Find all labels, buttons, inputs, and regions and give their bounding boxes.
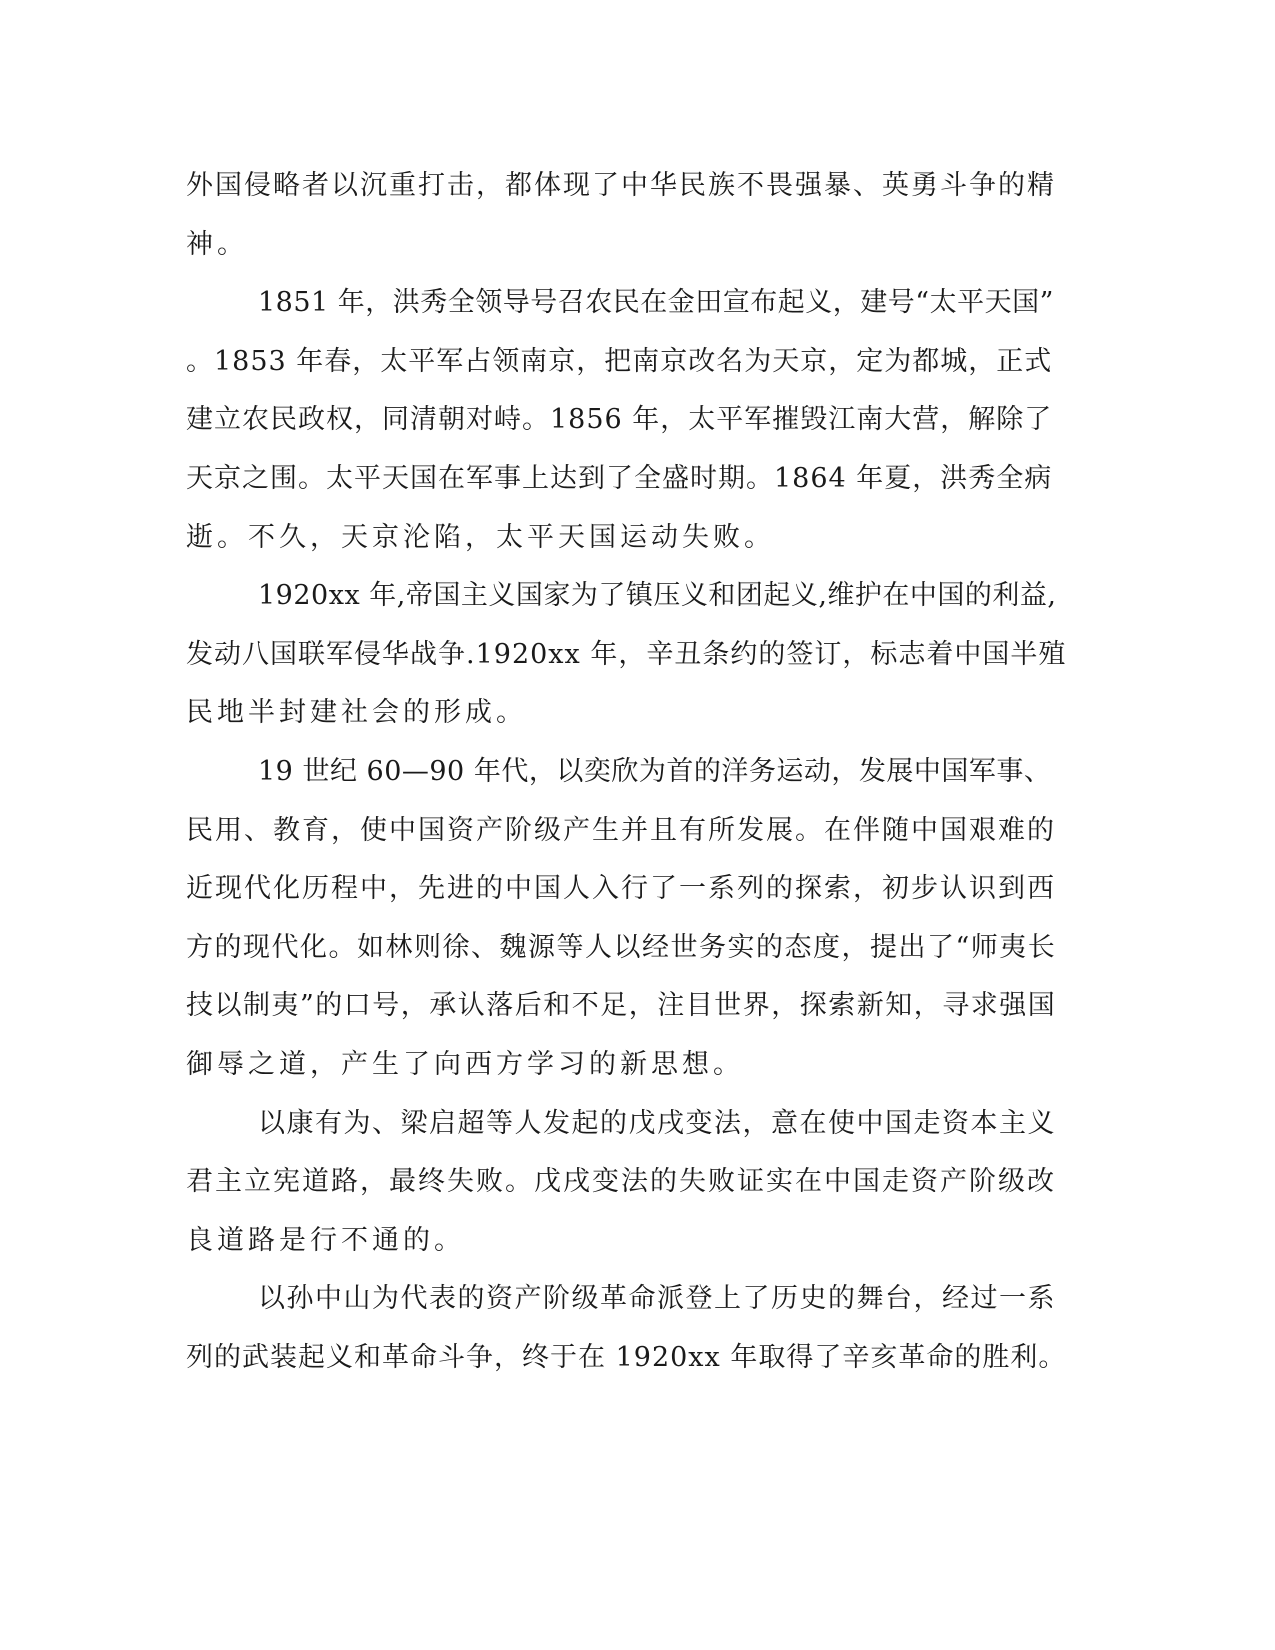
text-line: 近现代化历程中，先进的中国人入行了一系列的探索，初步认识到西 (186, 873, 1056, 905)
paragraph-first-line: 以康有为、梁启超等人发起的戊戌变法，意在使中国走资本主义 (258, 1107, 1056, 1139)
text-line: 列的武装起义和革命斗争，终于在 1920xx 年取得了辛亥革命的胜利。 (186, 1341, 1067, 1373)
text-line: 。1853 年春，太平军占领南京，把南京改名为天京，定为都城，正式 (186, 345, 1053, 377)
text-line: 方的现代化。如林则徐、魏源等人以经世务实的态度，提出了“师夷长 (186, 931, 1057, 963)
text-line: 建立农民政权，同清朝对峙。1856 年，太平军摧毁江南大营，解除了 (186, 404, 1053, 436)
text-line: 良道路是行不通的。 (186, 1224, 465, 1256)
text-line: 民地半封建社会的形成。 (186, 697, 527, 729)
text-line: 民用、教育，使中国资产阶级产生并且有所发展。在伴随中国艰难的 (186, 814, 1056, 846)
text-line: 君主立宪道路，最终失败。戊戌变法的失败证实在中国走资产阶级改 (186, 1166, 1056, 1198)
text-line: 逝。不久，天京沦陷，太平天国运动失败。 (186, 521, 775, 553)
text-line: 技以制夷”的口号，承认落后和不足，注目世界，探索新知，寻求强国 (186, 990, 1057, 1022)
paragraph-first-line: 19 世纪 60—90 年代，以奕欣为首的洋务运动，发展中国军事、 (258, 755, 1052, 787)
text-line: 发动八国联军侵华战争.1920xx 年，辛丑条约的签订，标志着中国半殖 (186, 638, 1067, 670)
text-line: 神。 (186, 228, 248, 260)
paragraph-first-line: 1851 年，洪秀全领导号召农民在金田宣布起义，建号“太平天国” (258, 287, 1054, 319)
paragraph-first-line: 1920xx 年,帝国主义国家为了镇压义和团起义,维护在中国的利益, (258, 580, 1057, 612)
text-line: 外国侵略者以沉重打击，都体现了中华民族不畏强暴、英勇斗争的精 (186, 170, 1056, 201)
text-line: 天京之围。太平天国在军事上达到了全盛时期。1864 年夏，洪秀全病 (186, 462, 1053, 494)
text-line: 御辱之道，产生了向西方学习的新思想。 (186, 1048, 744, 1080)
document-body (186, 157, 1066, 1387)
paragraph-first-line: 以孙中山为代表的资产阶级革命派登上了历史的舞台，经过一系 (258, 1283, 1056, 1315)
